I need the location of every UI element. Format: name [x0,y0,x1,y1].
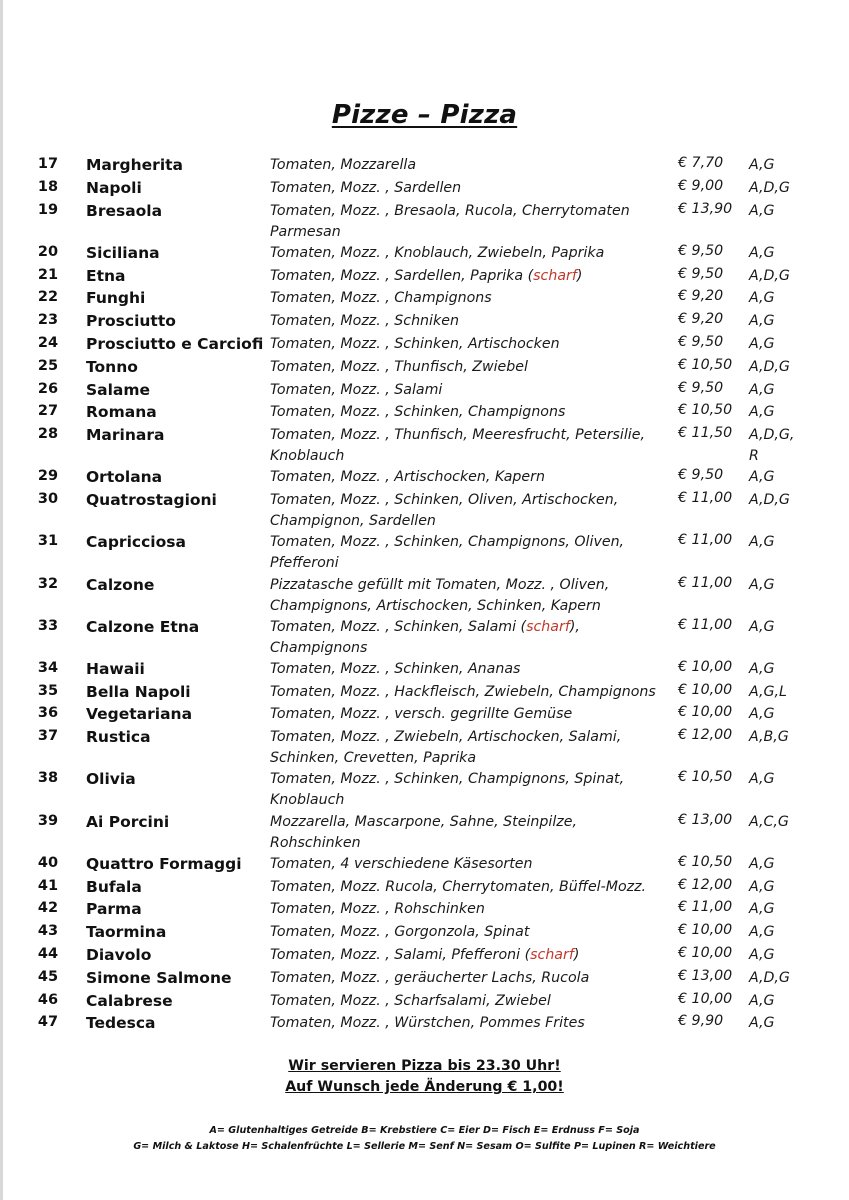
item-name: Napoli [86,178,142,197]
item-description [270,945,662,966]
item-name: Salame [86,380,151,399]
item-description [270,659,662,680]
description-text: Tomaten, Mozz. , Sardellen [270,179,462,196]
allergen-codes: A,D,G, [749,427,795,444]
item-allergens [749,201,811,222]
description-text: ), [569,618,580,635]
description-text: Mozzarella, Mascarpone, Sahne, Steinpilze, [270,813,577,830]
allergen-codes: A,G,L [749,683,787,700]
item-allergens [749,659,811,680]
description-text: ) [576,267,583,284]
allergen-codes: A,D,G [749,267,790,284]
item-allergens [749,380,811,401]
item-price: € 10,00 [678,945,733,962]
item-description [270,968,662,989]
menu-item-row [0,288,849,311]
item-number: 21 [37,266,59,283]
item-name: Hawaii [86,659,145,678]
menu-item-row [0,922,849,945]
item-number: 25 [37,357,59,374]
description-text: Tomaten, Mozz. , Hackfleisch, Zwiebeln, Champignons [270,683,656,700]
menu-item-row [0,899,849,922]
item-number: 22 [37,289,59,306]
item-description [270,991,662,1012]
item-name: Parma [86,900,142,919]
allergen-codes: A,G [749,706,775,723]
item-name: Olivia [86,770,136,789]
item-description [270,402,662,423]
item-allergens [749,178,811,199]
item-number: 37 [37,728,59,745]
allergen-codes: A,G [749,534,775,551]
item-number: 20 [37,243,59,260]
allergen-codes: A,G [749,878,775,895]
item-number: 24 [37,334,59,351]
description-text: Tomaten, Mozz. , Zwiebeln, Artischocken, Salami, [270,729,622,746]
allergen-legend-line-1: A= Glutenhaltiges Getreide B= Krebstiere C= Eier D= Fisch E= Erdnuss F= Soja [209,1125,640,1136]
item-allergens [749,266,811,287]
description-text: Tomaten, Mozz. , Sardellen, Paprika ( [270,267,534,284]
allergen-codes: A,G [749,244,775,261]
allergen-legend-line-2: G= Milch & Laktose H= Schalenfrüchte L= Sellerie M= Senf N= Sesam O= Sulfite P= Lupinen R= Weichtiere [133,1141,716,1152]
description-text: Schinken, Crevetten, Paprika [270,750,477,767]
menu-item-row [0,178,849,201]
item-allergens [749,467,811,488]
item-price: € 9,20 [678,288,724,305]
item-number: 43 [37,923,59,940]
item-description [270,311,662,332]
item-number: 42 [37,900,59,917]
item-name: Funghi [86,289,146,308]
item-name: Prosciutto e Carciofi [86,334,264,353]
menu-item-row [0,727,849,769]
item-price: € 11,00 [678,532,733,549]
item-price: € 9,50 [678,379,724,396]
item-name: Vegetariana [86,705,193,724]
menu-item-row [0,854,849,877]
item-allergens [749,357,811,378]
allergen-codes: A,D,G [749,358,790,375]
description-text: ) [573,947,580,964]
item-number: 33 [37,617,59,634]
pizza-menu [0,155,849,1036]
menu-item-row [0,311,849,334]
item-allergens [749,575,811,596]
item-name: Calabrese [86,991,173,1010]
description-text: Champignon, Sardellen [270,513,436,530]
menu-item-row [0,380,849,403]
item-number: 36 [37,705,59,722]
item-price: € 13,00 [678,811,733,828]
item-price: € 13,90 [678,200,733,217]
item-description [270,266,662,287]
menu-item-row [0,532,849,574]
menu-item-row [0,243,849,266]
item-price: € 10,00 [678,704,733,721]
item-price: € 10,00 [678,990,733,1007]
item-allergens [749,617,811,638]
spicy-label: scharf [526,618,570,635]
item-description [270,899,662,920]
item-description [270,467,662,488]
item-description [270,617,662,659]
item-description [270,704,662,725]
item-description [270,490,662,532]
item-number: 31 [37,533,59,550]
menu-item-row [0,617,849,659]
item-allergens [749,991,811,1012]
menu-item-row [0,402,849,425]
menu-item-row [0,467,849,490]
allergen-codes: A,G [749,1015,775,1032]
item-name: Simone Salmone [86,968,232,987]
menu-item-row [0,991,849,1014]
item-number: 28 [37,426,59,443]
item-allergens [749,155,811,176]
menu-item-row [0,425,849,467]
item-name: Quatrostagioni [86,491,217,510]
item-allergens [749,402,811,423]
menu-item-row [0,968,849,991]
description-text: Tomaten, Mozz. , geräucherter Lachs, Rucola [270,969,590,986]
item-name: Quattro Formaggi [86,854,242,873]
item-allergens [749,243,811,264]
description-text: Tomaten, Mozz. , Schniken [270,313,459,330]
description-text: Knoblauch [270,448,345,465]
item-name: Tedesca [86,1014,156,1033]
item-description [270,380,662,401]
item-price: € 10,00 [678,681,733,698]
item-price: € 7,70 [678,155,724,171]
item-number: 34 [37,659,59,676]
item-description [270,877,662,898]
menu-item-row [0,266,849,289]
menu-item-row [0,945,849,968]
allergen-codes: A,D,G [749,179,790,196]
item-description [270,727,662,769]
description-text: Pfefferoni [270,555,339,572]
item-price: € 11,00 [678,574,733,591]
description-text: Tomaten, Mozz. , Schinken, Champignons, Spinat, [270,771,625,788]
item-price: € 12,00 [678,876,733,893]
item-price: € 11,00 [678,899,733,916]
item-price: € 10,50 [678,402,733,419]
item-price: € 11,50 [678,425,733,442]
item-name: Diavolo [86,946,152,965]
item-price: € 10,00 [678,658,733,675]
item-price: € 9,00 [678,177,724,194]
item-description [270,243,662,264]
menu-item-row [0,334,849,357]
item-number: 38 [37,770,59,787]
allergen-codes: A,G [749,313,775,330]
item-number: 23 [37,312,59,329]
item-description [270,201,662,243]
description-text: Tomaten, Mozz. , Schinken, Oliven, Artischocken, [270,492,619,509]
allergen-codes: A,G [749,157,775,173]
menu-item-row [0,704,849,727]
menu-item-row [0,1013,849,1036]
item-price: € 13,00 [678,967,733,984]
item-allergens [749,704,811,725]
allergen-codes: A,G [749,947,775,964]
item-number: 17 [37,156,59,172]
item-price: € 10,50 [678,769,733,786]
item-allergens [749,1013,811,1034]
item-price: € 10,50 [678,853,733,870]
item-number: 46 [37,991,59,1008]
description-text: Tomaten, Mozz. , Scharfsalami, Zwiebel [270,992,551,1009]
allergen-codes: A,G [749,924,775,941]
item-allergens [749,945,811,966]
item-description [270,155,662,176]
item-price: € 9,50 [678,265,724,282]
allergen-codes: A,G [749,404,775,421]
item-name: Calzone [86,575,155,594]
item-number: 40 [37,854,59,871]
item-allergens [749,490,811,511]
menu-item-row [0,812,849,854]
item-description [270,334,662,355]
item-description [270,812,662,854]
allergen-codes: A,D,G [749,492,790,509]
change-notice: Auf Wunsch jede Änderung € 1,00! [285,1079,564,1095]
item-number: 32 [37,575,59,592]
item-number: 26 [37,380,59,397]
item-description [270,425,662,467]
item-number: 19 [37,201,59,218]
menu-item-row [0,201,849,243]
description-text: Rohschinken [270,834,361,851]
item-name: Romana [86,403,157,422]
item-name: Etna [86,266,126,285]
description-text: Tomaten, Mozz. , Rohschinken [270,901,485,918]
description-text: Tomaten, Mozz. , Würstchen, Pommes Frites [270,1015,585,1032]
item-price: € 12,00 [678,727,733,744]
allergen-codes: R [749,448,759,465]
item-allergens [749,311,811,332]
item-name: Capricciosa [86,533,186,552]
allergen-codes: A,G [749,335,775,352]
allergen-codes: A,G [749,992,775,1009]
allergen-codes: A,G [749,855,775,872]
allergen-codes: A,G [749,576,775,593]
allergen-codes: A,G [749,381,775,398]
item-name: Rustica [86,728,151,747]
item-name: Marinara [86,426,165,445]
allergen-codes: A,G [749,202,775,219]
allergen-codes: A,G [749,290,775,307]
allergen-codes: A,C,G [749,813,789,830]
item-description [270,1013,662,1034]
menu-item-row [0,659,849,682]
item-number: 27 [37,403,59,420]
item-number: 45 [37,968,59,985]
item-allergens [749,922,811,943]
allergen-codes: A,G [749,660,775,677]
description-text: Tomaten, Mozz. , Artischocken, Kapern [270,469,545,486]
description-text: Tomaten, Mozz. , versch. gegrillte Gemüse [270,706,573,723]
allergen-codes: A,D,G [749,969,790,986]
menu-item-row [0,769,849,811]
item-name: Tonno [86,357,138,376]
item-name: Ortolana [86,468,163,487]
item-number: 47 [37,1014,59,1031]
item-description [270,854,662,875]
description-text: Tomaten, Mozz. , Gorgonzola, Spinat [270,924,530,941]
item-description [270,532,662,574]
menu-item-row [0,575,849,617]
item-name: Bresaola [86,201,163,220]
description-text: Tomaten, Mozz. , Bresaola, Rucola, Cherrytomaten [270,202,630,219]
menu-item-row [0,357,849,380]
item-price: € 9,50 [678,467,724,484]
description-text: Pizzatasche gefüllt mit Tomaten, Mozz. , Oliven, [270,576,610,593]
page-title: Pizze – Pizza [331,100,518,130]
item-number: 35 [37,682,59,699]
description-text: Tomaten, Mozz. , Schinken, Champignons [270,404,566,421]
item-description [270,575,662,617]
item-name: Prosciutto [86,312,176,331]
item-description [270,922,662,943]
item-price: € 9,20 [678,311,724,328]
item-allergens [749,968,811,989]
item-number: 39 [37,812,59,829]
spicy-label: scharf [533,267,577,284]
item-number: 41 [37,877,59,894]
item-price: € 11,00 [678,490,733,507]
item-allergens [749,727,811,748]
item-name: Ai Porcini [86,812,170,831]
item-number: 30 [37,491,59,508]
description-text: Knoblauch [270,792,345,809]
description-text: Parmesan [270,223,341,240]
item-allergens [749,334,811,355]
item-allergens [749,682,811,703]
menu-item-row [0,877,849,900]
item-number: 44 [37,946,59,963]
description-text: Tomaten, Mozz. Rucola, Cherrytomaten, Büffel-Mozz. [270,878,647,895]
item-description [270,682,662,703]
service-notice: Wir servieren Pizza bis 23.30 Uhr! [288,1058,561,1074]
description-text: Champignons [270,639,368,656]
item-allergens [749,877,811,898]
description-text: Tomaten, Mozz. , Schinken, Artischocken [270,335,560,352]
description-text: Tomaten, Mozz. , Salami, Pfefferoni ( [270,947,531,964]
spicy-label: scharf [530,947,574,964]
menu-item-row [0,682,849,705]
menu-item-row [0,490,849,532]
description-text: Tomaten, 4 verschiedene Käsesorten [270,855,533,872]
item-name: Calzone Etna [86,617,200,636]
description-text: Tomaten, Mozz. , Thunfisch, Zwiebel [270,358,528,375]
description-text: Tomaten, Mozz. , Schinken, Champignons, Oliven, [270,534,625,551]
allergen-codes: A,G [749,618,775,635]
item-number: 18 [37,178,59,195]
item-price: € 10,50 [678,356,733,373]
item-name: Margherita [86,156,183,174]
allergen-codes: A,G [749,469,775,486]
item-allergens [749,812,811,833]
item-name: Bella Napoli [86,682,191,701]
item-description [270,357,662,378]
menu-item-row [0,155,849,178]
description-text: Tomaten, Mozz. , Schinken, Salami ( [270,618,527,635]
item-allergens [749,288,811,309]
allergen-codes: A,B,G [749,729,789,746]
description-text: Tomaten, Mozz. , Schinken, Ananas [270,660,521,677]
item-name: Taormina [86,923,167,942]
item-price: € 9,50 [678,242,724,259]
description-text: Tomaten, Mozz. , Champignons [270,290,492,307]
item-allergens [749,532,811,553]
item-description [270,288,662,309]
description-text: Tomaten, Mozz. , Thunfisch, Meeresfrucht, Petersilie, [270,427,645,444]
description-text: Tomaten, Mozz. , Salami [270,381,443,398]
description-text: Tomaten, Mozz. , Knoblauch, Zwiebeln, Paprika [270,244,605,261]
item-description [270,769,662,811]
item-price: € 10,00 [678,922,733,939]
item-number: 29 [37,468,59,485]
allergen-codes: A,G [749,901,775,918]
item-name: Bufala [86,877,142,896]
allergen-codes: A,G [749,771,775,788]
item-allergens [749,899,811,920]
description-text: Tomaten, Mozzarella [270,157,417,173]
item-allergens [749,854,811,875]
item-price: € 9,90 [678,1013,724,1030]
item-price: € 11,00 [678,616,733,633]
description-text: Champignons, Artischocken, Schinken, Kapern [270,597,601,614]
item-allergens [749,425,811,467]
item-name: Siciliana [86,243,160,262]
item-allergens [749,769,811,790]
item-price: € 9,50 [678,333,724,350]
item-description [270,178,662,199]
